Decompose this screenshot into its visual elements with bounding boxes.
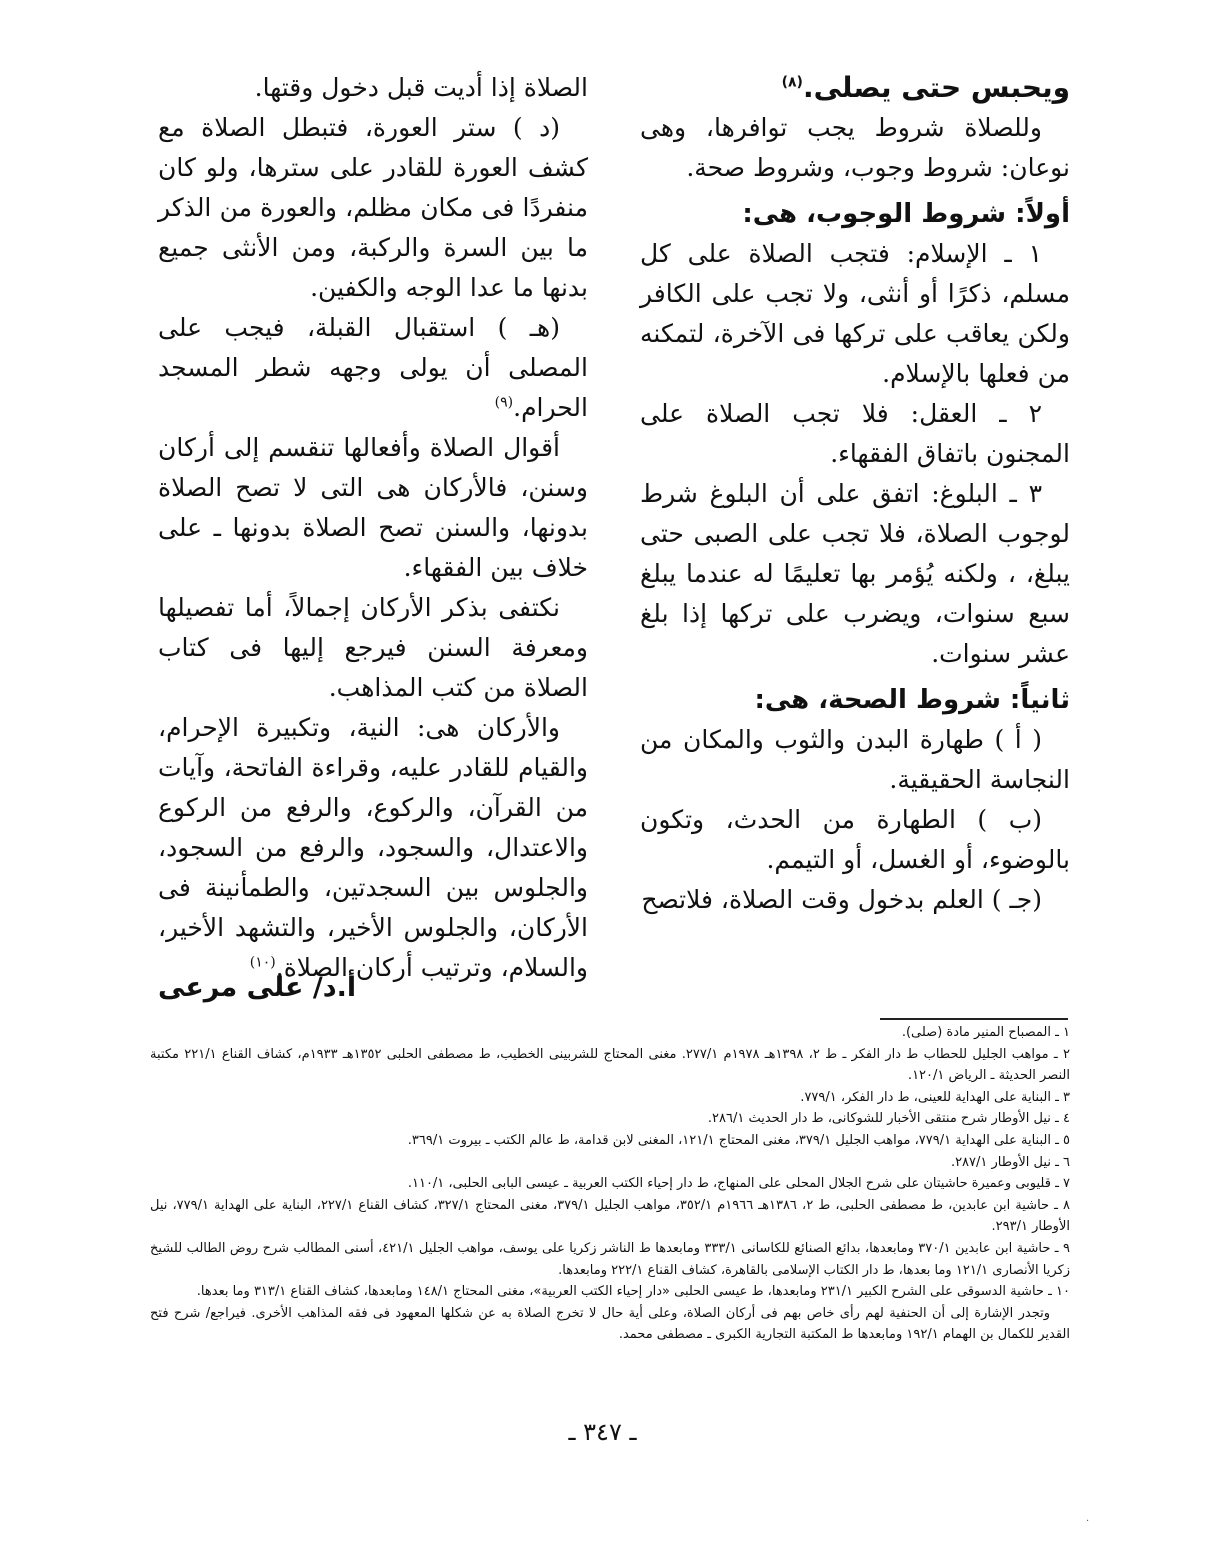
footnote-divider [880,1018,1068,1020]
footnote-item: ٧ ـ قليوبى وعميرة حاشيتان على شرح الجلال المحلى على المنهاج، ط دار إحياء الكتب العربية ـ عيسى البابى الحلبى، ١١٠/١. [407,1176,1070,1192]
left-column [158,68,588,988]
footnote-item: ١ ـ المصباح المنير مادة (صلى). [901,1025,1070,1040]
footnote-item: ٥ ـ البناية على الهداية ٧٧٩/١، مواهب الجليل ٣٧٩/١، مغنى المحتاج ١٢١/١، المغنى لابن قدامة، ط عالم الكتب ـ بيروت ٣٦٩/١. [407,1132,1070,1148]
footnote-item: ٢ ـ مواهب الجليل للحطاب ط دار الفكر ـ ط ٢، ١٣٩٨هـ ١٩٧٨م ٢٧٧/١. مغنى المحتاج للشربينى الخطيب، ط مصطفى الحلبى ١٣٥٢هـ ١٩٣٣م، كشاف القناع ٢٢١/١ مكتبة النصر الحديثة ـ الرياض ١٢٠/١. [150,1046,1071,1084]
footnote-item: ٤ ـ نيل الأوطار شرح منتقى الأخبار للشوكانى، ط دار الحديث ٢٨٦/١. [707,1111,1070,1127]
footnote-item: وتجدر الإشارة إلى أن الحنفية لهم رأى خاص بهم فى أركان الصلاة، وعلى أية حال لا تخرج الصلاة به عن شكلها المعهود فى فقه المذاهب الأخرى. فيراجع/ شرح فتح القدير للكمال بن الهمام ١٩٢/١ ومابعدها ط المكتبة التجارية الكبرى ـ مصطفى محمد. [150,1305,1070,1343]
page-number: ـ ٣٤٧ ـ [568,1418,637,1446]
footnote-item: ١٠ ـ حاشية الدسوقى على الشرح الكبير ٢٣١/١ ومابعدها، ط عيسى الحلبى «دار إحياء الكتب العربية»، مغنى المحتاج ١٤٨/١ ومابعدها، كشاف القناع ٣١٣/١ وما بعدها. [196,1284,1070,1300]
opening-heading: ويحبس حتى يصلى.$^{(٨)}$ [781,71,1070,104]
corner-mark: · [1086,1516,1090,1527]
pillars-intro: أقوال الصلاة وأفعالها تنقسم إلى أركان وسنن، فالأركان هى التى لا تصح الصلاة بدونها، والسنن تصح الصلاة بدونها ـ على خلاف بين الفقهاء. [158,433,588,582]
condition-b-ablution: (ب ) الطهارة من الحدث، وتكون بالوضوء، أو الغسل، أو التيمم. [640,805,1070,874]
condition-islam: ١ ـ الإسلام: فتجب الصلاة على كل مسلم، ذكرًا أو أنثى، ولا تجب على الكافر ولكن يعاقب على تركها فى الآخرة، لتمكنه من فعلها بالإسلام. [640,239,1070,388]
footnote-item: ٣ ـ البناية على الهداية للعينى، ط دار الفكر، ٧٧٩/١. [800,1089,1070,1105]
pillars-list: والأركان هى: النية، وتكبيرة الإحرام، والقيام للقادر عليه، وقراءة الفاتحة، وآيات من القرآن، والركوع، والرفع من الركوع والاعتدال، والسجود، والرفع من السجود، والجلوس بين السجدتين، والطمأنينة فى الأركان، والجلوس الأخير، والتشهد الأخير، والسلام، وترتيب أركان الصلاة.$^{(١٠)}$ [158,713,588,982]
footnote-item: ٦ ـ نيل الأوطار ٢٨٧/١. [950,1154,1070,1170]
intro-paragraph: وللصلاة شروط يجب توافرها، وهى نوعان: شروط وجوب، وشروط صحة. [640,113,1070,182]
footnote-ref-8: (٨) [781,74,803,91]
right-column [640,68,1070,920]
condition-e-qibla: (هـ ) استقبال القبلة، فيجب على المصلى أن يولى وجهه شطر المسجد الحرام.$^{(٩)}$ [158,313,588,422]
continuation-text: الصلاة إذا أديت قبل دخول وقتها. [254,73,588,102]
section-title-obligation: أولاً: شروط الوجوب، هى: [742,199,1070,229]
author-signature: أ.د/ على مرعى [158,972,357,1003]
condition-sanity: ٢ ـ العقل: فلا تجب الصلاة على المجنون باتفاق الفقهاء. [640,399,1070,468]
pillars-summary: نكتفى بذكر الأركان إجمالاً، أما تفصيلها ومعرفة السنن فيرجع إليها فى كتاب الصلاة من كتب المذاهب. [158,593,588,702]
footnotes [150,1022,1070,1346]
condition-a-purity: ( أ ) طهارة البدن والثوب والمكان من النجاسة الحقيقية. [640,725,1070,794]
condition-puberty: ٣ ـ البلوغ: اتفق على أن البلوغ شرط لوجوب الصلاة، فلا تجب على الصبى حتى يبلغ، ، ولكنه يُؤمر بها تعليمًا له عندما يبلغ سبع سنوات، ويضرب على تركها إذا بلغ عشر سنوات. [640,479,1070,668]
section-title-validity: ثانياً: شروط الصحة، هى: [754,685,1070,715]
footnote-ref-10: (١٠) [249,954,276,971]
footnote-item: ٩ ـ حاشية ابن عابدين ٣٧٠/١ ومابعدها، بدائع الصنائع للكاسانى ٣٣٣/١ ومابعدها ط الناشر زكريا على يوسف، مواهب الجليل ٤٢١/١، أسنى المطالب شرح روض الطالب للشيخ زكريا الأنصارى ١٢١/١ وما بعدها، ط دار الكتاب الإسلامى بالقاهرة، كشاف القناع ٢٢٢/١ ومابعدها. [150,1240,1070,1278]
condition-d-covering: (د ) ستر العورة، فتبطل الصلاة مع كشف العورة للقادر على سترها، ولو كان منفردًا فى مكان مظلم، والعورة من الذكر ما بين السرة والركبة، ومن الأنثى جميع بدنها ما عدا الوجه والكفين. [158,113,588,302]
footnote-item: ٨ ـ حاشية ابن عابدين، ط مصطفى الحلبى، ط ٢، ١٣٨٦هـ ١٩٦٦م ٣٥٢/١، مواهب الجليل ٣٧٩/١، مغنى المحتاج ٣٢٧/١، كشاف القناع ٢٢٧/١، البناية على الهداية ٧٧٩/١، نيل الأوطار ٢٩٣/١. [150,1197,1071,1235]
condition-c-time: (جـ ) العلم بدخول وقت الصلاة، فلاتصح [641,885,1042,914]
footnote-ref-9: (٩) [494,394,514,411]
